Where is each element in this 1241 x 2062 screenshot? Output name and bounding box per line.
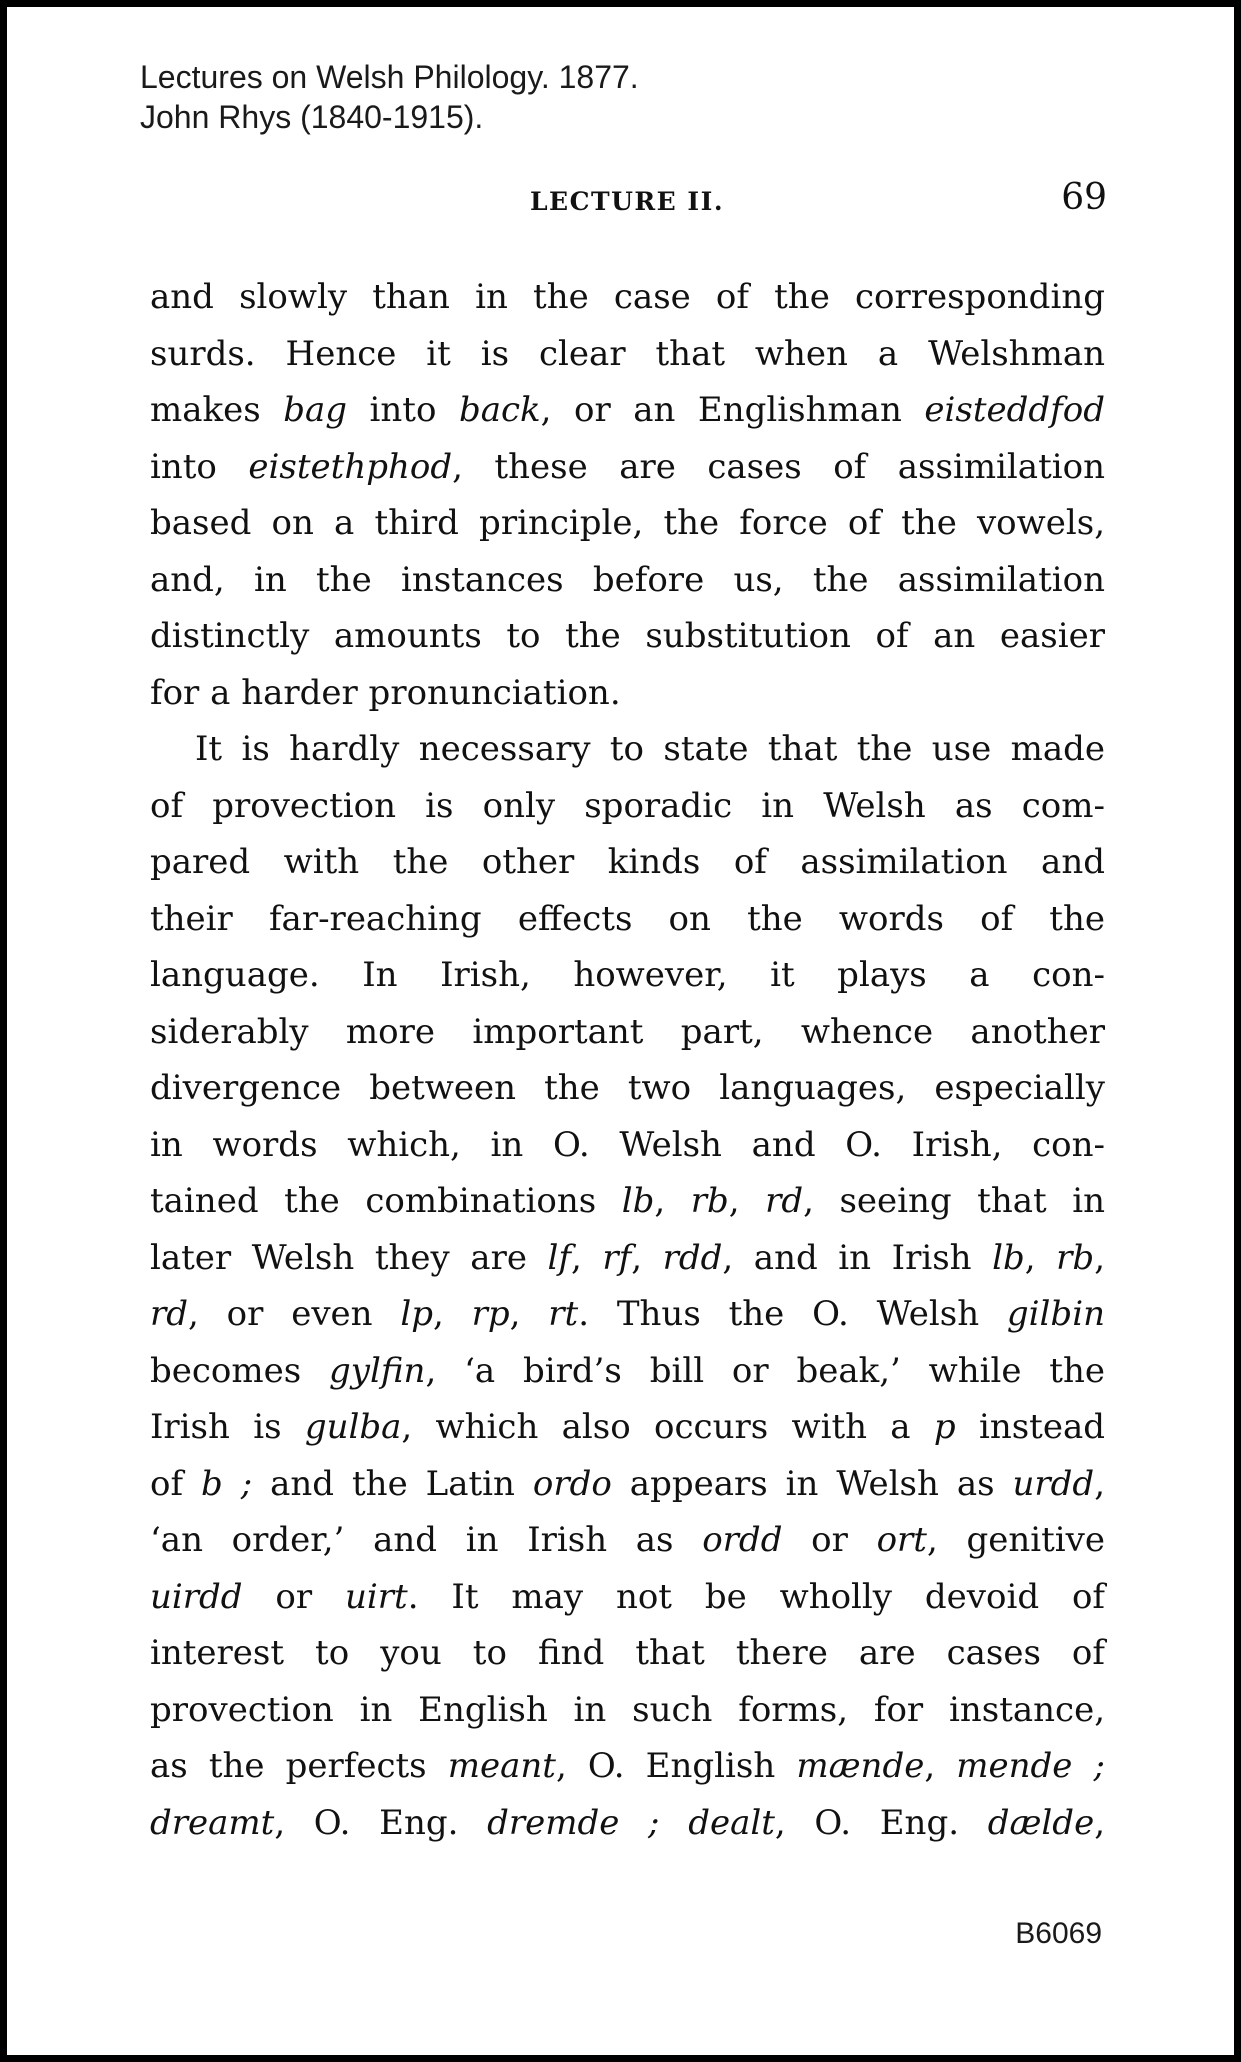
italic-term: ordd bbox=[702, 1520, 783, 1560]
text-line bbox=[150, 1060, 1105, 1117]
text-line bbox=[150, 1569, 1105, 1626]
text-line bbox=[150, 1738, 1105, 1795]
text-line bbox=[150, 608, 1105, 665]
text-segment: It is hardly necessary to state that the use made bbox=[195, 729, 1105, 769]
italic-term: urdd bbox=[1012, 1463, 1095, 1504]
text-segment: later Welsh they are bbox=[150, 1237, 548, 1278]
text-line bbox=[150, 1625, 1105, 1682]
italic-term: rdd bbox=[662, 1237, 723, 1278]
text-segment: or bbox=[782, 1520, 877, 1560]
italic-term: uirt bbox=[345, 1576, 408, 1617]
text-segment: , or an Englishman bbox=[540, 390, 925, 430]
text-segment: appears in Welsh as bbox=[611, 1463, 1013, 1504]
text-segment: distinctly amounts to the substitution of an easier bbox=[150, 616, 1105, 656]
text-line bbox=[150, 439, 1105, 496]
text-segment: and, in the instances before us, the assimilation bbox=[150, 559, 1105, 600]
text-line bbox=[150, 1173, 1105, 1230]
italic-term: mende ; bbox=[956, 1746, 1105, 1786]
text-segment bbox=[660, 1803, 689, 1843]
text-segment: , bbox=[571, 1237, 603, 1278]
text-line bbox=[150, 778, 1105, 835]
text-segment: . It may not be wholly devoid of bbox=[407, 1576, 1106, 1617]
italic-term: dealt bbox=[688, 1802, 775, 1843]
text-segment: , bbox=[1094, 1237, 1105, 1278]
text-segment: surds. Hence it is clear that when a Welshman bbox=[150, 333, 1105, 374]
italic-term: meant bbox=[447, 1746, 556, 1786]
text-line bbox=[150, 1004, 1105, 1061]
text-segment: for a harder pronunciation. bbox=[150, 672, 621, 713]
text-line bbox=[150, 1286, 1105, 1343]
italic-term: rt bbox=[548, 1294, 579, 1334]
italic-term: rf bbox=[602, 1237, 632, 1278]
text-segment: Irish is bbox=[150, 1407, 305, 1447]
text-line bbox=[150, 665, 1105, 722]
text-segment: , bbox=[1094, 1802, 1105, 1843]
italic-term: lb bbox=[621, 1181, 655, 1221]
text-segment: as the perfects bbox=[150, 1746, 448, 1786]
italic-term: lb bbox=[992, 1237, 1025, 1278]
text-segment: , seeing that in bbox=[803, 1181, 1105, 1221]
page-number: 69 bbox=[1061, 177, 1107, 218]
text-line bbox=[150, 1230, 1105, 1287]
text-segment: , or even bbox=[188, 1294, 401, 1334]
text-segment: tained the combinations bbox=[150, 1181, 622, 1221]
text-segment: , O. English bbox=[555, 1746, 797, 1786]
text-line bbox=[150, 269, 1105, 326]
text-segment: of provection is only sporadic in Welsh as com- bbox=[150, 785, 1105, 826]
text-segment: , which also occurs with a bbox=[401, 1407, 934, 1447]
text-line bbox=[150, 1512, 1105, 1569]
text-segment: , bbox=[509, 1294, 549, 1334]
italic-term: rd bbox=[765, 1181, 804, 1221]
text-segment: their far-reaching effects on the words of the bbox=[150, 898, 1105, 939]
catalog-id: B6069 bbox=[1015, 1917, 1102, 1950]
italic-term: back bbox=[458, 390, 541, 430]
text-segment: , bbox=[433, 1294, 472, 1334]
text-segment: siderably more important part, whence another bbox=[150, 1011, 1105, 1052]
text-line bbox=[150, 1399, 1105, 1456]
text-segment: , bbox=[654, 1181, 691, 1221]
text-segment: and the Latin bbox=[252, 1463, 533, 1504]
text-line bbox=[150, 891, 1105, 948]
italic-term: rp bbox=[471, 1294, 510, 1334]
italic-term: mænde bbox=[796, 1746, 925, 1786]
text-segment: instead bbox=[955, 1407, 1105, 1447]
text-segment: based on a third principle, the force of the vowels, bbox=[150, 503, 1105, 543]
text-segment: , bbox=[1094, 1463, 1105, 1504]
text-segment: makes bbox=[150, 390, 284, 430]
text-segment: . Thus the O. Welsh bbox=[578, 1294, 1007, 1334]
text-line bbox=[150, 1456, 1105, 1513]
italic-term: eisteddfod bbox=[924, 390, 1105, 430]
page-header bbox=[147, 175, 1107, 225]
text-segment: in words which, in O. Welsh and O. Irish, con- bbox=[150, 1124, 1105, 1165]
text-segment: into bbox=[150, 446, 249, 487]
italic-term: bag bbox=[283, 390, 348, 430]
text-segment: ‘an order,’ and in Irish as bbox=[150, 1520, 703, 1560]
text-segment: , and in Irish bbox=[722, 1237, 993, 1278]
text-line bbox=[150, 495, 1105, 552]
italic-term: p bbox=[933, 1407, 956, 1447]
italic-term: gylfin bbox=[329, 1350, 426, 1391]
italic-term: dælde bbox=[987, 1802, 1095, 1843]
text-line bbox=[150, 834, 1105, 891]
italic-term: rd bbox=[150, 1294, 189, 1334]
text-segment: of bbox=[150, 1463, 202, 1504]
text-segment: , O. Eng. bbox=[774, 1802, 988, 1843]
italic-term: uirdd bbox=[150, 1576, 243, 1617]
text-segment: , ‘a bird’s bill or beak,’ while the bbox=[425, 1350, 1105, 1391]
text-segment: or bbox=[242, 1576, 346, 1617]
italic-term: lf bbox=[547, 1237, 571, 1278]
italic-term: dremde ; bbox=[487, 1802, 660, 1843]
italic-term: gilbin bbox=[1006, 1294, 1105, 1334]
text-segment: , bbox=[631, 1237, 663, 1278]
text-segment: , genitive bbox=[926, 1520, 1105, 1560]
text-line bbox=[150, 1117, 1105, 1174]
text-segment: , O. Eng. bbox=[274, 1802, 488, 1843]
text-line bbox=[150, 1343, 1105, 1400]
text-segment: and slowly than in the case of the corresponding bbox=[150, 277, 1105, 317]
text-line bbox=[150, 947, 1105, 1004]
text-line bbox=[150, 1795, 1105, 1852]
text-line bbox=[150, 552, 1105, 609]
italic-term: gulba bbox=[304, 1407, 402, 1447]
text-segment: , bbox=[924, 1746, 957, 1786]
text-segment: becomes bbox=[150, 1350, 330, 1391]
text-line bbox=[150, 382, 1105, 439]
italic-term: rb bbox=[690, 1181, 729, 1221]
italic-term: dreamt bbox=[150, 1802, 275, 1843]
italic-term: rb bbox=[1056, 1237, 1095, 1278]
text-segment: , bbox=[1024, 1237, 1057, 1278]
text-segment: divergence between the two languages, especially bbox=[150, 1068, 1105, 1108]
italic-term: eistethphod bbox=[248, 446, 453, 487]
text-segment: , these are cases of assimilation bbox=[452, 446, 1105, 487]
body-text bbox=[150, 269, 1105, 1851]
text-line bbox=[150, 326, 1105, 383]
running-head: LECTURE II. bbox=[529, 187, 725, 216]
text-segment: language. In Irish, however, it plays a con- bbox=[150, 955, 1105, 995]
text-line bbox=[150, 721, 1105, 778]
text-line bbox=[150, 1682, 1105, 1739]
book-title: Lectures on Welsh Philology. 1877. bbox=[140, 59, 639, 95]
text-segment: into bbox=[347, 390, 459, 430]
text-segment: pared with the other kinds of assimilation and bbox=[150, 842, 1105, 882]
author-line: John Rhys (1840-1915). bbox=[140, 99, 484, 135]
source-caption bbox=[140, 57, 639, 137]
italic-term: b ; bbox=[201, 1463, 253, 1504]
italic-term: lp bbox=[400, 1294, 434, 1334]
text-segment: provection in English in such forms, for instance, bbox=[150, 1689, 1105, 1730]
text-segment: interest to you to find that there are cases of bbox=[150, 1633, 1105, 1673]
italic-term: ordo bbox=[532, 1463, 612, 1504]
italic-term: ort bbox=[876, 1520, 927, 1560]
text-segment: , bbox=[728, 1181, 766, 1221]
